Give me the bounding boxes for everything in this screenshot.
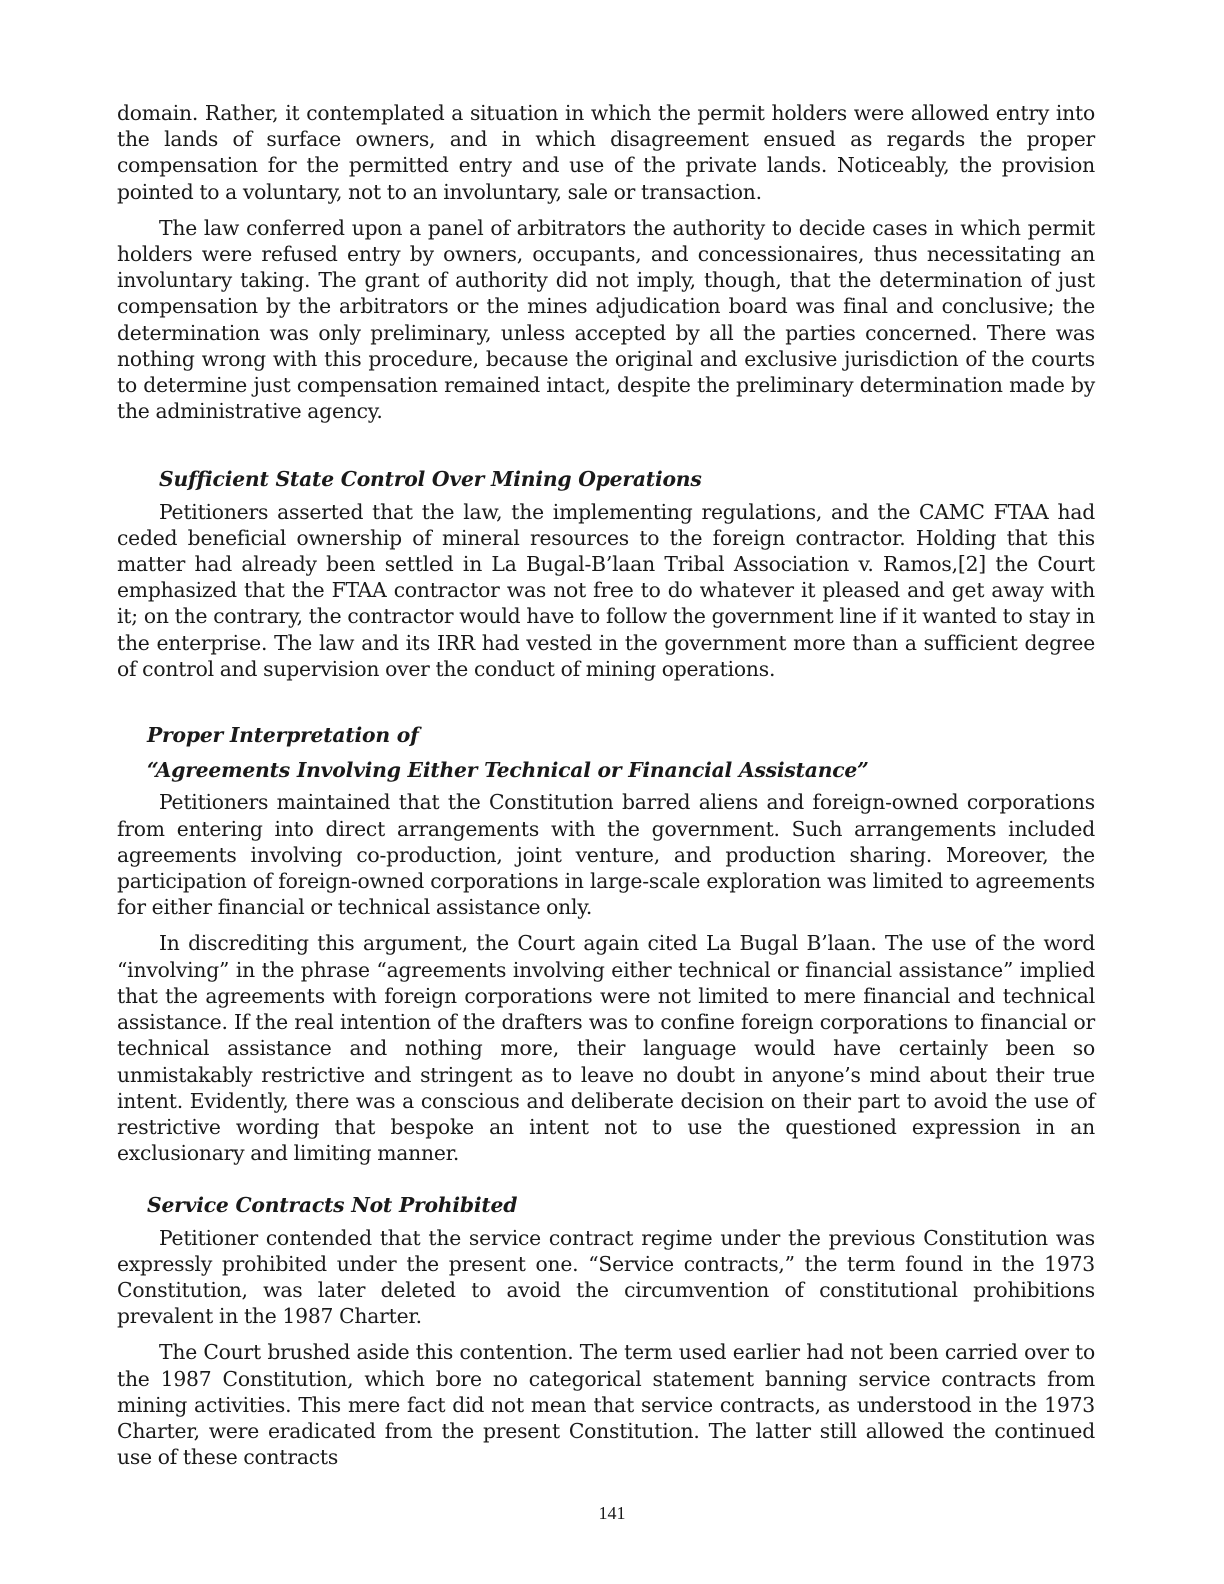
paragraph-discrediting: In discrediting this argument, the Court again cited La Bugal B’laan. The use of the word “involving” in the phrase “agreements involving either technical or financial assistance” implied that the agreements with foreign corporations were not limited to mere financial and technical assistance. If the real intention of the drafters was to confine foreign corporations to financial or technical assistance and nothing more, their language would have certainly been so unmistakably restrictive and stringent as to leave no doubt in anyone’s mind about their true intent. Evidently, there was a conscious and deliberate decision on their part to avoid the use of restrictive wording that bespoke an intent not to use the questioned expression in an exclusionary and limiting manner. (117, 931, 1095, 1166)
heading-agreements-involving: “Agreements Involving Either Technical or Financial Assistance” (147, 758, 869, 783)
heading-service-contracts: Service Contracts Not Prohibited (147, 1193, 518, 1218)
paragraph-service-contracts: Petitioner contended that the service contract regime under the previous Constitution was expressly prohibited under the present one. “Service contracts,” the term found in the 1973 Constitution, was later deleted to avoid the circumvention of constitutional prohibitions prevalent in the 1987 Charter. (117, 1225, 1095, 1329)
paragraph-petitioners-maintained: Petitioners maintained that the Constitution barred aliens and foreign-owned corporations from entering into direct arrangements with the government. Such arrangements included agreements involving co-production, joint venture, and production sharing. Moreover, the participation of foreign-owned corporations in large-scale exploration was limited to agreements for either financial or technical assistance only. (117, 790, 1095, 920)
paragraph-court-brushed: The Court brushed aside this contention. The term used earlier had not been carried over to the 1987 Constitution, which bore no categorical statement banning service contracts from mining activities. This mere fact did not mean that service contracts, as understood in the 1973 Charter, were eradicated from the present Constitution. The latter still allowed the continued use of these contracts (117, 1340, 1095, 1470)
paragraph-arbitrators: The law conferred upon a panel of arbitrators the authority to decide cases in which permit holders were refused entry by owners, occupants, and concessionaires, thus necessitating an involuntary taking. The grant of authority did not imply, though, that the determination of just compensation by the arbitrators or the mines adjudication board was final and conclusive; the determination was only preliminary, unless accepted by all the parties concerned. There was nothing wrong with this procedure, because the original and exclusive jurisdiction of the courts to determine just compensation remained intact, despite the preliminary determination made by the administrative agency. (117, 215, 1095, 424)
page-body (117, 100, 1095, 1480)
paragraph-sufficient-control: Petitioners asserted that the law, the implementing regulations, and the CAMC FTAA had ceded beneficial ownership of mineral resources to the foreign contractor. Holding that this matter had already been settled in La Bugal-B’laan Tribal Association v. Ramos,[2] the Court emphasized that the FTAA contractor was not free to do whatever it pleased and get away with it; on the contrary, the contractor would have to follow the government line if it wanted to stay in the enterprise. The law and its IRR had vested in the government more than a sufficient degree of control and supervision over the conduct of mining operations. (117, 499, 1095, 681)
opening-paragraph: domain. Rather, it contemplated a situation in which the permit holders were allowed entry into the lands of surface owners, and in which disagreement ensued as regards the proper compensation for the permitted entry and use of the private lands. Noticeably, the provision pointed to a voluntary, not to an involuntary, sale or transaction. (117, 101, 1095, 204)
heading-sufficient-state-control: Sufficient State Control Over Mining Operations (159, 467, 702, 492)
page-number: 141 (598, 1503, 626, 1523)
heading-proper-interpretation: Proper Interpretation of (147, 723, 419, 748)
